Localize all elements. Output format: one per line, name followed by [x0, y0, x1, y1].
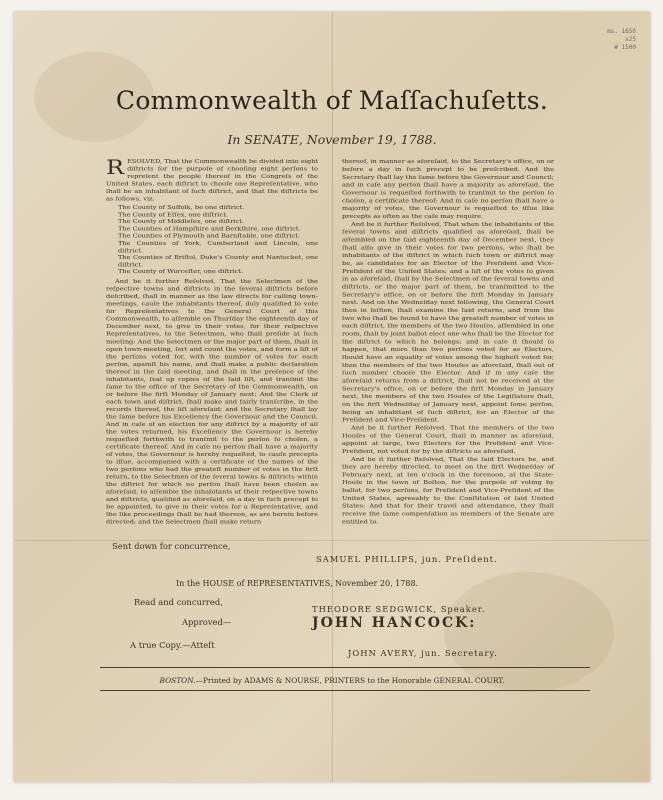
governor-signature: JOHN HANCOCK:	[312, 615, 477, 631]
read-concurred-line: Read and concurred,	[134, 597, 223, 607]
county-item: The Counties of Plymouth and Barnſtable, one diſtrict.	[118, 232, 300, 240]
paragraph-electors: And be it further Reſolved, That when the inhabitants of the ſeveral towns and diſtricts qualified as aforeſaid, ſhall be aſſembled on the ſaid eighteenth day of December next, they ſhall alſo give in their votes for two perſons, who ſhall be inhabitants of the diſtrict in which ſuch town or diſtrict may be, as candidates for an Elector of the Preſident and Vice-Preſident of the United States; and a liſt of the votes ſo given in as aforeſaid, ſhall by the Selectmen of the ſeveral towns and diſtricts, or the major part of them, be tranſmitted to the Secretary's office, on or before the firſt Monday in January next. And on the Wedneſday next following, the General Court then in ſeſſion, ſhall examine the ſaid returns, and from the two who ſhall be found to have the greateſt number of votes in each diſtrict, the members of the two Houſes, aſſembled in one room, ſhall by joint ballot elect one who ſhall be the Elector for the diſtrict to which he belongs; and in caſe it ſhould ſo happen, that more than two perſons voted for as Electors, ſhould have an equality of votes among the higheſt voted for, then the members of the two Houſes as aforeſaid, ſhall out of ſuch number chooſe the Elector. And if in any caſe the aforeſaid returns from a diſtrict, ſhall not be received at the Secretary's office, on or before the firſt Monday in January next, the members of the two Houſes of the Legiſlature ſhall, on the firſt Wedneſday of January next, appoint ſome perſon, being an inhabitant of ſuch diſtrict, for an Elector of the Preſident and Vice-Preſident.	[342, 220, 554, 424]
true-copy-line: A true Copy.—Atteſt	[130, 640, 215, 650]
sent-down-line: Sent down for concurrence,	[112, 541, 231, 551]
divider-rule	[100, 690, 590, 691]
imprint-place: BOSTON.	[159, 676, 196, 685]
printer-imprint	[14, 676, 650, 685]
speaker-signature: THEODORE SEDGWICK, Speaker.	[312, 604, 486, 614]
opening-resolution	[106, 155, 318, 203]
approved-line: Approved—	[182, 617, 232, 627]
fold-line-horizontal	[14, 540, 650, 541]
broadside-sheet	[14, 12, 650, 782]
county-item: The County of Middleſex, one diſtrict.	[118, 218, 245, 225]
county-item: The Counties of York, Cumberland and Lincoln, one diſtrict.	[118, 239, 318, 254]
document-subtitle: In SENATE, November 19, 1788.	[227, 132, 437, 147]
secretary-signature: JOHN AVERY, jun. Secretary.	[348, 648, 498, 658]
right-column	[342, 158, 554, 526]
paragraph-selectmen: And be it further Reſolved, That the Selectmen of the reſpective towns and diſtricts in the ſeveral diſtricts before deſcribed, ſhall in manner as the law directs for calling town-meetings, cauſe the inhabitants thereof, duly qualified to vote for Repreſentatives to the General Court of this Commonwealth, to aſſemble on Thurſday the eighteenth day of December next, to give in their votes, for their reſpective Repreſentatives, to the Selectmen, who ſhall preſide at ſuch meeting: And the Selectmen or the major part of them, ſhall in open town-meeting, ſort and count the votes, and form a liſt of the perſons voted for, with the number of votes for each perſon, againſt his name, and ſhall make a public declaration thereof in the ſaid meeting, and ſhall in the preſence of the inhabitants, ſeal up copies of the ſaid liſt, and tranſmit the ſame to the office of the Secretary of the Commonwealth, on or before the firſt Monday of January next: And the Clerk of each town and diſtrict, ſhall make and fairly tranſcribe, in the records thereof, the liſt aforeſaid; and the Secretary ſhall lay the ſame before his Excellency the Governour and the Council. And in caſe of an election for any diſtrict by a majority of all the votes returned, his Excellency the Governour is hereby requeſted forthwith to tranſmit to the perſon ſo choſen, a certificate thereof. And in caſe no perſon ſhall have a majority of votes, the Governour is hereby requeſted, to cauſe precepts to iſſue, accompanied with a certificate of the names of the two perſons who had the greateſt number of votes in the firſt return, to the Selectmen of the ſeveral towns & diſtricts within the diſtrict for which no perſon ſhall have been choſen as aforeſaid, to aſſemble the inhabitants of their reſpective towns and diſtricts, qualified as aforeſaid, on a day in ſuch precept to be appointed, to give in their votes for a Repreſentative, and the like proceedings ſhall be had thereon, as are herein before directed; and the Selectmen ſhall make return	[106, 278, 318, 526]
senate-signature: SAMUEL PHILLIPS, jun. Preſident.	[316, 554, 498, 564]
county-item: The County of Eſſex, one diſtrict.	[118, 211, 228, 218]
archive-note: ms. 1656	[607, 28, 636, 35]
county-item: The County of Worceſter, one diſtrict.	[118, 268, 244, 276]
left-column	[106, 155, 318, 526]
house-line: In the HOUSE of REPRESENTATIVES, November 20, 1788.	[176, 579, 419, 588]
county-item: The Counties of Briſtol, Duke's County and Nantucket, one diſtrict.	[118, 254, 318, 268]
imprint-text: —Printed by ADAMS & NOURSE, PRINTERS to the Honorable GENERAL COURT.	[195, 676, 505, 685]
paragraph-electors-at-large: And be it further Reſolved, That the members of the two Houſes of the General Court, ſhall in manner as aforeſaid, appoint at large, two Electors for the Preſident and Vice-Preſident, not voted for by the diſtricts as aforeſaid.	[342, 424, 554, 455]
paragraph-return: thereof, in manner as aforeſaid, to the Secretary's office, on or before a day in ſuch precept to be preſcribed. And the Secretary ſhall lay the ſame before the Governour and Council; and in caſe any perſon ſhall have a majority as aforeſaid, the Governour is requeſted forthwith to tranſmit to the perſon ſo choſen, a certificate thereof: And in caſe no perſon ſhall have a majority of votes, the Governour is requeſted to iſſue like precepts as often as the caſe may require.	[342, 158, 554, 220]
divider-rule	[100, 667, 590, 668]
document-title: Commonwealth of Maſſachuſetts.	[115, 86, 549, 115]
county-list	[118, 204, 318, 276]
drop-cap: R	[106, 155, 125, 179]
paper-stain	[444, 572, 614, 692]
opening-text: ESOLVED, That the Commonwealth be divided into eight diſtricts for the purpoſe of chooſing eight perſons to repreſent the people thereof in the Congreſs of the United States, each diſtrict to chooſe one Repreſentative, who ſhall be an inhabitant of ſuch diſtrict, and that the diſtricts be as follows, viz.	[106, 158, 318, 203]
paragraph-electors-meeting: And be it further Reſolved, That the ſaid Electors be, and they are hereby directed, to meet on the firſt Wedneſday of February next, at ten o'clock in the forenoon, at the State-Houſe in the town of Boſton, for the purpoſe of voting by ballot, for two perſons, for Preſident and Vice-Preſident of the United States, agreeably to the Conſtitution of ſaid United States: And that for their travel and attendance, they ſhall receive the ſame compenſation as members of the Senate are entitled to.	[342, 455, 554, 526]
county-item: The County of Suffolk, be one diſtrict.	[118, 203, 245, 211]
archive-note: x25	[625, 36, 636, 43]
archive-note: # 1500	[614, 44, 636, 51]
county-item: The Counties of Hampſhire and Berkſhire, one diſtrict.	[118, 225, 301, 233]
archive-notes	[607, 28, 636, 52]
